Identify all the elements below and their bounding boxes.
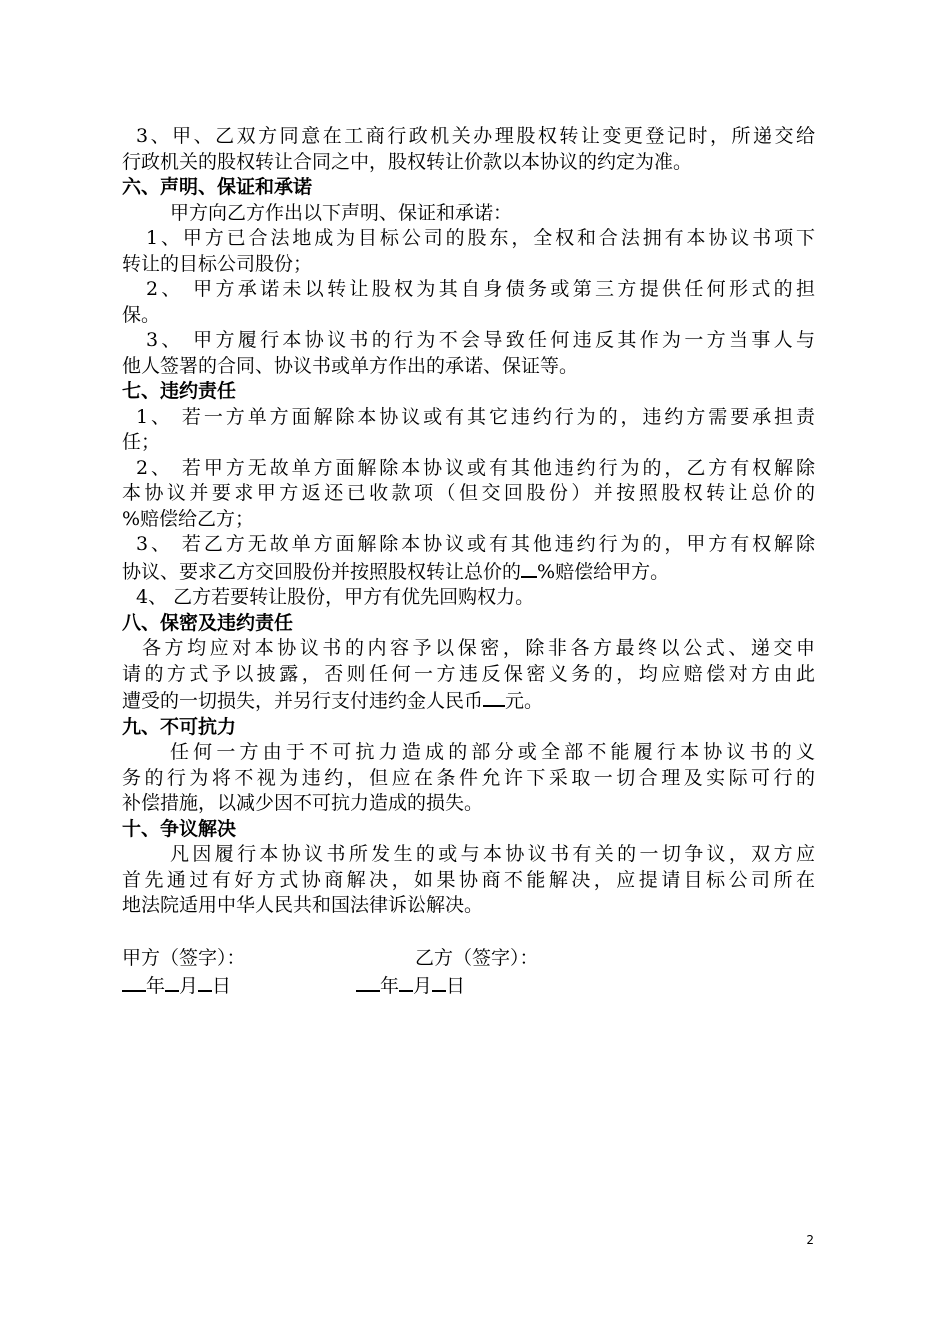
section6-item1-line2: 转让的目标公司股份； bbox=[122, 252, 313, 275]
section7-heading: 七、违约责任 bbox=[122, 380, 237, 402]
year-label: 年 bbox=[146, 975, 166, 997]
section10-line2: 首先通过有好方式协商解决，如果协商不能解决，应提请目标公司所在 bbox=[122, 868, 815, 891]
section9-line3: 补偿措施，以减少因不可抗力造成的损失。 bbox=[122, 792, 484, 814]
month-label: 月 bbox=[413, 975, 433, 997]
section7-item3-text: 协议、要求乙方交回股份并按照股权转让总价的 bbox=[122, 560, 522, 583]
section6-item3-line2: 他人签署的合同、协议书或单方作出的承诺、保证等。 bbox=[122, 354, 579, 377]
section7-item2-line1: 2、 若甲方无故单方面解除本协议或有其他违约行为的，乙方有权解除 bbox=[136, 456, 815, 479]
year-label: 年 bbox=[380, 975, 400, 997]
section7-item4: 4、 乙方若要转让股份，甲方有优先回购权力。 bbox=[136, 586, 535, 608]
day-label: 日 bbox=[446, 975, 466, 997]
month-blank bbox=[165, 972, 179, 992]
percent-blank bbox=[521, 558, 537, 578]
section7-item1-line2: 任； bbox=[122, 431, 161, 453]
section8-line2: 请的方式予以披露，否则任何一方违反保密义务的，均应赔偿对方由此 bbox=[122, 662, 815, 685]
section6-item1-line1: 1、甲方已合法地成为目标公司的股东，全权和合法拥有本协议书项下 bbox=[146, 227, 815, 249]
day-blank bbox=[198, 972, 212, 992]
page-number: 2 bbox=[806, 1233, 814, 1247]
party-b-signature-label: 乙方（签字）： bbox=[415, 947, 539, 969]
section10-line3: 地法院适用中华人民共和国法律诉讼解决。 bbox=[122, 894, 484, 916]
clause5-item3-line2: 行政机关的股权转让合同之中，股权转让价款以本协议的约定为准。 bbox=[122, 150, 693, 173]
section7-item2-line2: 本协议并要求甲方返还已收款项（但交回股份）并按照股权转让总价的 bbox=[122, 482, 815, 504]
section8-line3-text-end: 元。 bbox=[505, 690, 544, 712]
section7-item1-line1: 1、 若一方单方面解除本协议或有其它违约行为的，违约方需要承担责 bbox=[136, 405, 815, 428]
day-blank bbox=[432, 972, 446, 992]
section7-item3-line1: 3、 若乙方无故单方面解除本协议或有其他违约行为的，甲方有权解除 bbox=[136, 533, 815, 555]
section8-line1: 各方均应对本协议书的内容予以保密，除非各方最终以公式、递交申 bbox=[142, 637, 815, 659]
section7-item2-line3: %赔偿给乙方； bbox=[122, 507, 255, 530]
year-blank bbox=[356, 972, 380, 992]
section9-line2: 务的行为将不视为违约，但应在条件允许下采取一切合理及实际可行的 bbox=[122, 766, 815, 789]
party-b-date bbox=[356, 972, 465, 1000]
year-blank bbox=[122, 972, 146, 992]
section9-heading: 九、不可抗力 bbox=[122, 715, 237, 738]
section8-heading: 八、保密及违约责任 bbox=[122, 611, 294, 634]
section9-line1: 任何一方由于不可抗力造成的部分或全部不能履行本协议书的义 bbox=[170, 741, 815, 763]
section6-item2-line1: 2、 甲方承诺未以转让股权为其自身债务或第三方提供任何形式的担 bbox=[146, 278, 815, 300]
clause5-item3-line1: 3、甲、乙双方同意在工商行政机关办理股权转让变更登记时，所递交给 bbox=[136, 125, 815, 147]
document-body bbox=[122, 124, 815, 919]
section7-item3-text-end: %赔偿给甲方。 bbox=[537, 560, 670, 583]
section10-line1: 凡因履行本协议书所发生的或与本协议书有关的一切争议，双方应 bbox=[170, 843, 815, 865]
day-label: 日 bbox=[212, 975, 232, 997]
section6-item2-line2: 保。 bbox=[122, 303, 161, 326]
section7-item3-line2 bbox=[122, 558, 815, 586]
section6-item3-line1: 3、 甲方履行本协议书的行为不会导致任何违反其作为一方当事人与 bbox=[146, 329, 815, 351]
party-a-signature-label: 甲方（签字）： bbox=[122, 947, 246, 969]
month-label: 月 bbox=[179, 975, 199, 997]
section8-line3-text: 遭受的一切损失，并另行支付违约金人民币 bbox=[122, 690, 484, 712]
section8-line3 bbox=[122, 687, 815, 715]
section6-intro: 甲方向乙方作出以下声明、保证和承诺： bbox=[170, 201, 513, 224]
month-blank bbox=[399, 972, 413, 992]
section6-heading: 六、声明、保证和承诺 bbox=[122, 176, 313, 198]
amount-blank bbox=[483, 687, 505, 707]
party-a-date bbox=[122, 972, 231, 1000]
section10-heading: 十、争议解决 bbox=[122, 817, 237, 840]
